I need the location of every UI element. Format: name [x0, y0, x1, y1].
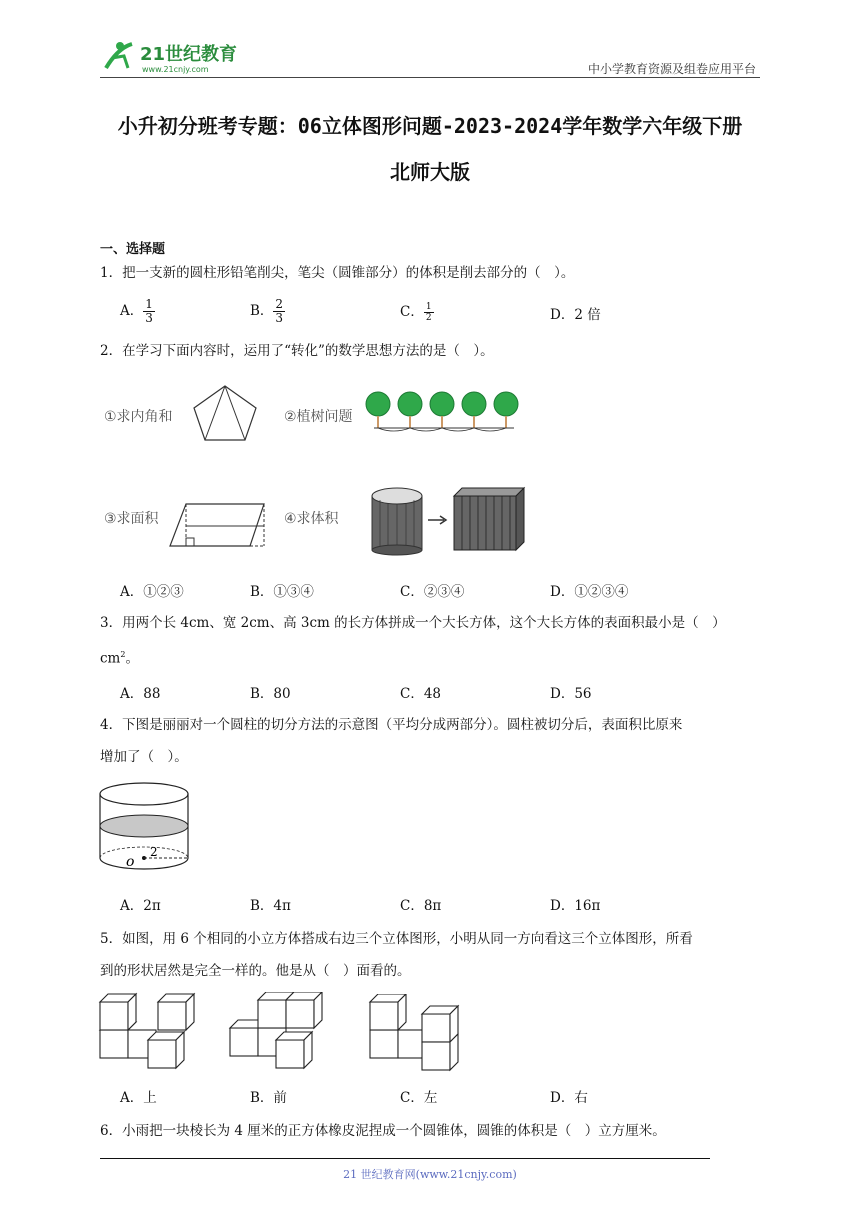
question-3-stem-line1: 3．用两个长 4cm、宽 2cm、高 3cm 的长方体拼成一个大长方体，这个大长方体的表面积最小是（ ） [100, 615, 726, 631]
footer-text[interactable]: 21 世纪教育网(www.21cnjy.com) [343, 1168, 517, 1181]
cube-structure-1 [96, 992, 200, 1074]
figure-label-volume: ④求体积 [284, 511, 339, 527]
figure-label-interior-angle: ①求内角和 [104, 409, 173, 425]
figure-label-tree-planting: ②植树问题 [284, 409, 353, 425]
logo-url: www.21cnjy.com [142, 65, 209, 74]
radius-label: 2 [150, 845, 158, 859]
question-5-stem-line2: 到的形状居然是完全一样的。他是从（ ）面看的。 [100, 963, 411, 979]
footer-divider [100, 1158, 710, 1159]
question-3-stem-line2: $cm^2$。 [100, 650, 139, 667]
q2-option-d: D．①②③④ [550, 584, 629, 600]
q5-option-c: C．左 [400, 1090, 438, 1106]
cube-structure-2 [226, 992, 330, 1074]
logo-text: 21世纪教育 [140, 44, 238, 65]
site-logo [98, 38, 258, 78]
q5-option-a: A．上 [120, 1090, 157, 1106]
q2-option-a: A．①②③ [120, 584, 184, 600]
tree-planting-figure [364, 388, 524, 436]
question-2-stem: 2．在学习下面内容时，运用了“转化”的数学思想方法的是（ ）。 [100, 343, 494, 359]
q4-option-c: C．8π [400, 898, 442, 914]
center-label: o [126, 854, 135, 870]
q3-option-a: A．88 [120, 686, 161, 702]
q4-option-d: D．16π [550, 898, 601, 914]
q3-option-c: C．48 [400, 686, 442, 702]
question-4-stem-line2: 增加了（ ）。 [100, 749, 188, 765]
question-6-stem: 6．小雨把一块棱长为 4 厘米的正方体橡皮泥捏成一个圆锥体，圆锥的体积是（ ）立方厘米。 [100, 1123, 666, 1139]
q1-option-d: D．2 倍 [550, 307, 601, 323]
q1-option-c: C． $\frac{1}{2}$ [400, 302, 432, 323]
q5-option-b: B．前 [250, 1090, 287, 1106]
parallelogram-figure [168, 498, 268, 550]
cube-structure-3 [366, 994, 476, 1076]
q1-option-a: A． $\frac{1}{3}$ [120, 297, 153, 325]
pentagon-figure [190, 384, 260, 444]
header-divider [100, 77, 760, 78]
figure-label-area: ③求面积 [104, 511, 159, 527]
page-title-line1: 小升初分班考专题：06立体图形问题-2023-2024学年数学六年级下册 [117, 114, 743, 138]
q3-option-d: D．56 [550, 686, 592, 702]
question-1-stem: 1．把一支新的圆柱形铅笔削尖，笔尖（圆锥部分）的体积是削去部分的（ ）。 [100, 265, 575, 281]
q2-option-b: B．①③④ [250, 584, 314, 600]
question-5-stem-line1: 5．如图，用 6 个相同的小立方体搭成右边三个立体图形，小明从同一方向看这三个立体图形，所看 [100, 931, 693, 947]
section-heading: 一、选择题 [100, 242, 166, 257]
q5-option-d: D．右 [550, 1090, 588, 1106]
q3-option-b: B．80 [250, 686, 291, 702]
q2-option-c: C．②③④ [400, 584, 465, 600]
q1-option-b: B． $\frac{2}{3}$ [250, 297, 284, 325]
cylinder-cut-figure [96, 780, 196, 876]
page-title-line2: 北师大版 [390, 160, 470, 184]
question-4-stem-line1: 4．下图是丽丽对一个圆柱的切分方法的示意图（平均分成两部分）。圆柱被切分后，表面积比原来 [100, 717, 683, 733]
q4-option-b: B．4π [250, 898, 291, 914]
q4-option-a: A．2π [120, 898, 161, 914]
header-platform-text: 中小学教育资源及组卷应用平台 [587, 62, 756, 76]
cylinder-to-cuboid-figure [366, 484, 526, 556]
